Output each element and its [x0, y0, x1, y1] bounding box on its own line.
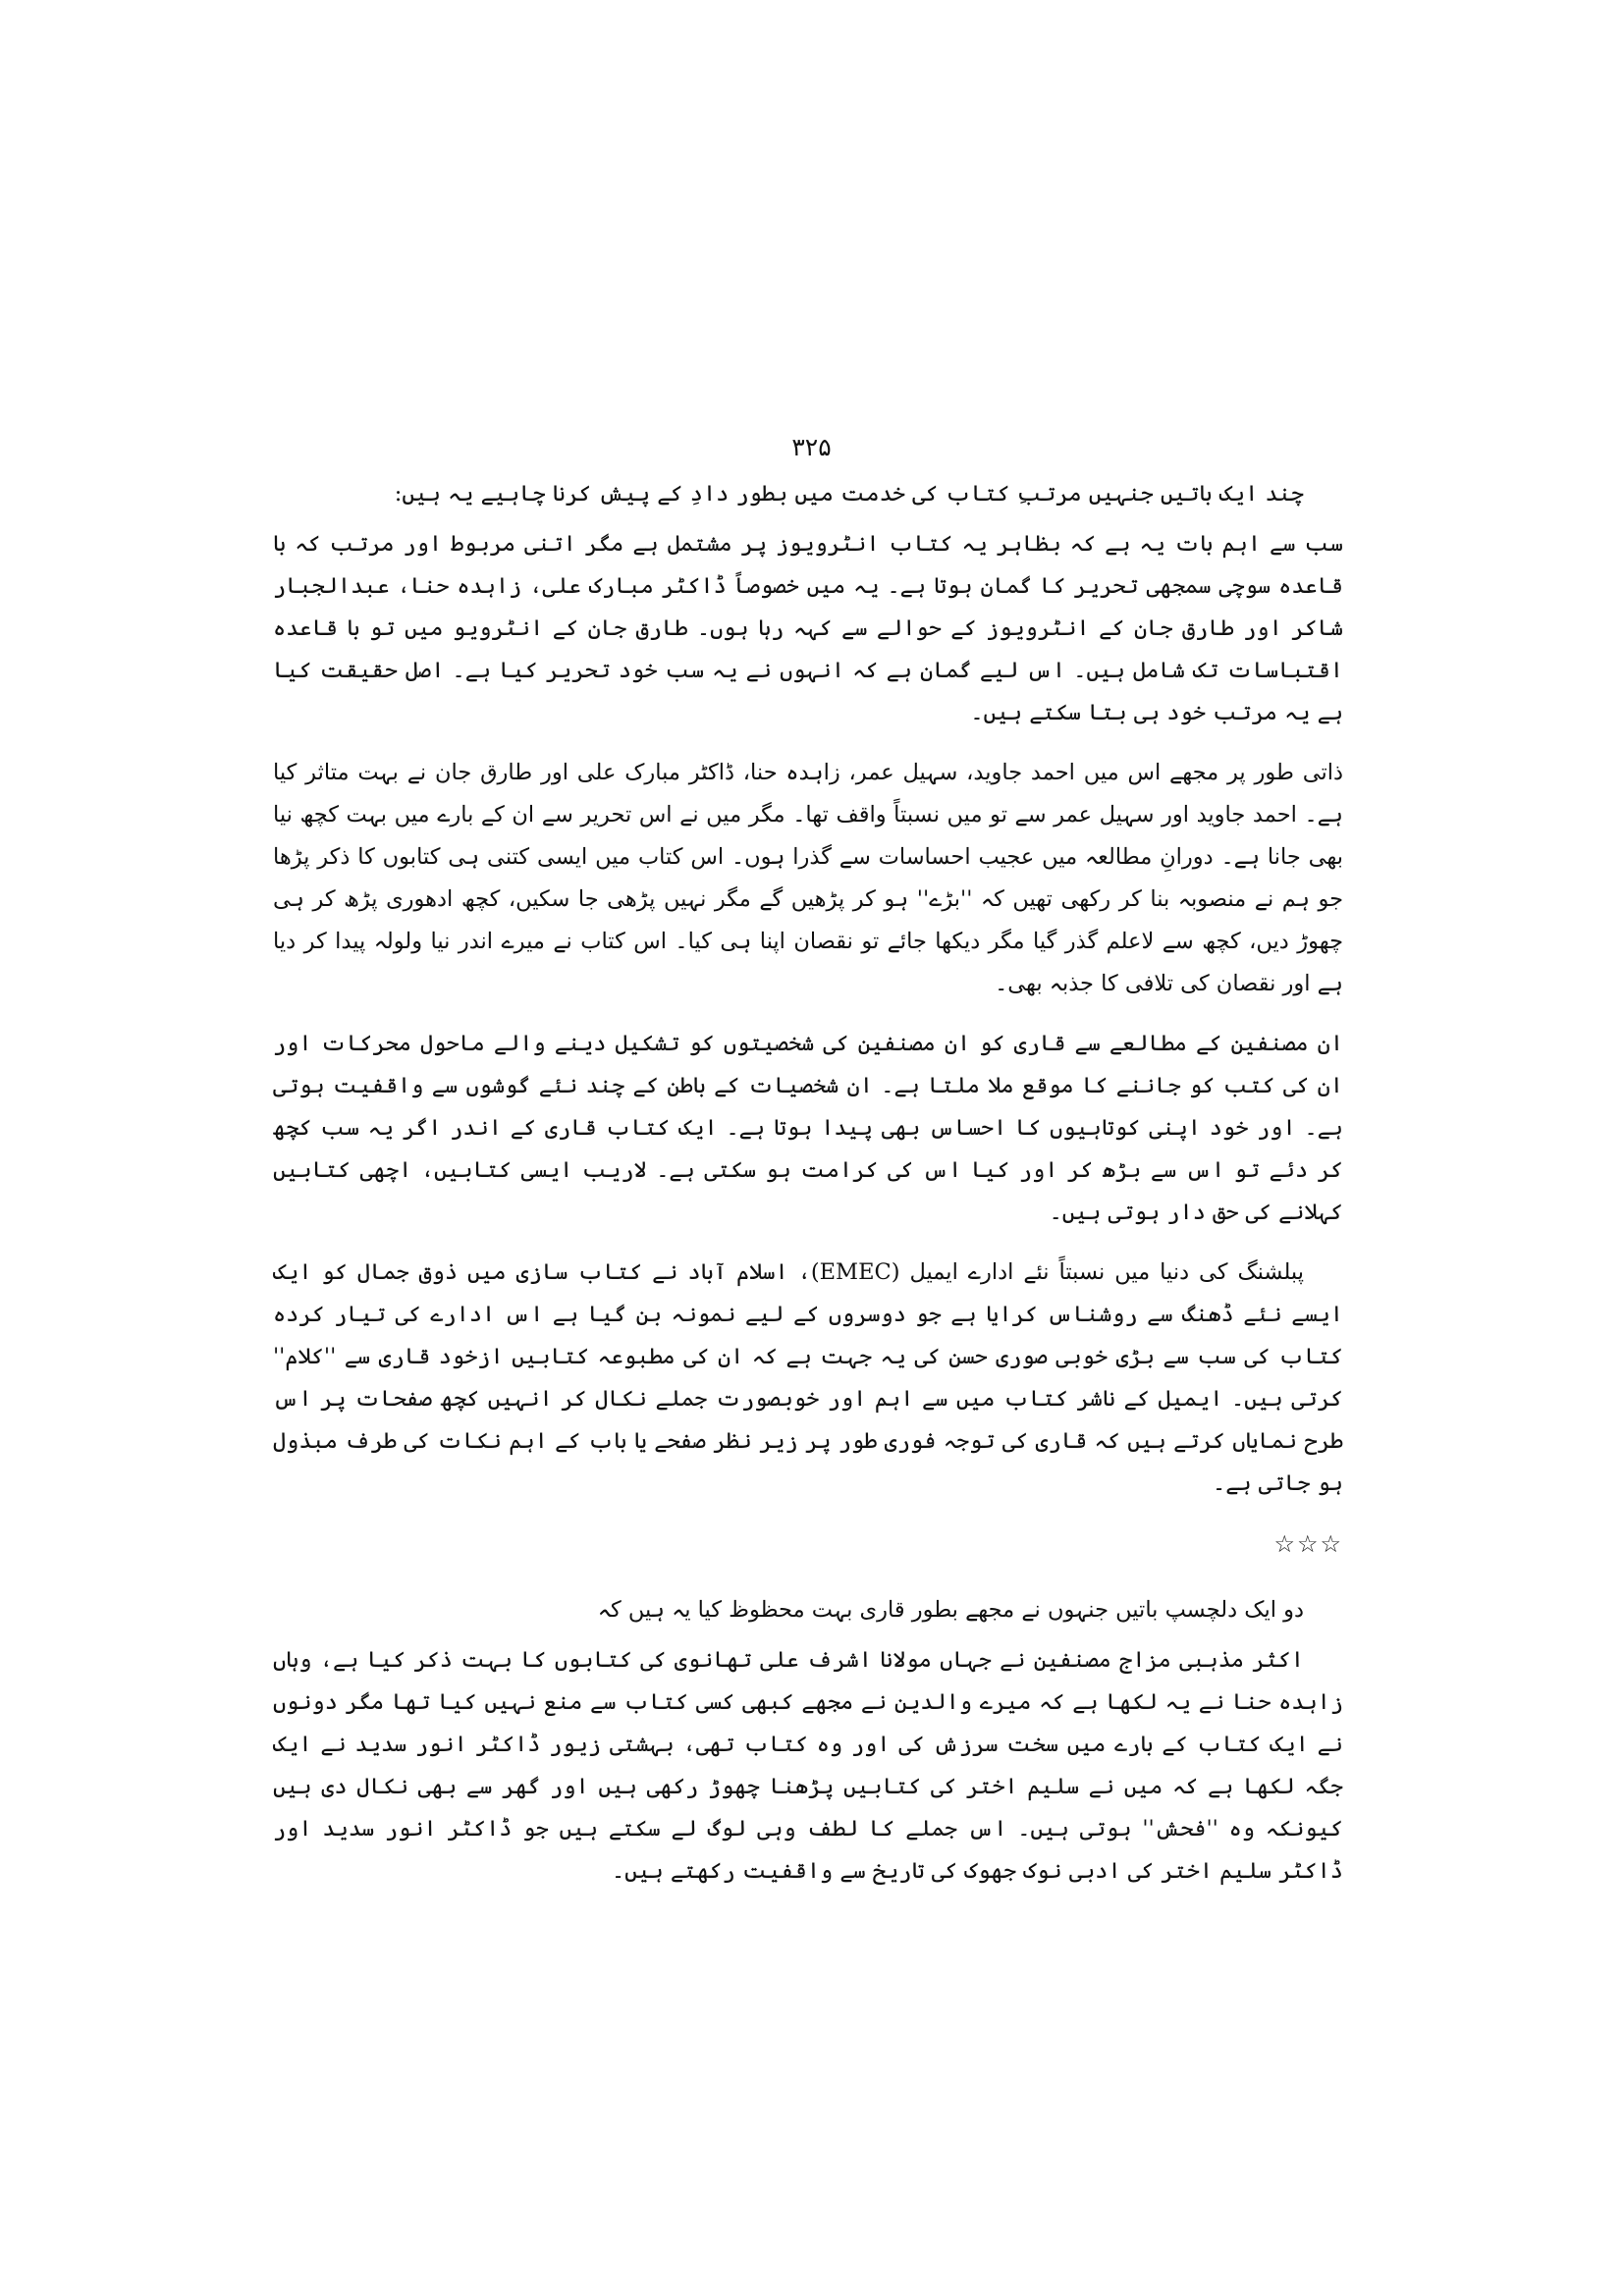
paragraph-publisher-emec: پبلشنگ کی دنیا میں نسبتاً نئے ادارے ایمیل (EMEC)، اسلام آباد نے کتاب سازی میں ذوق جمال کو ایک ایسے نئے ڈھنگ سے روشناس کرایا ہے جو دوسروں کے لیے نمونہ بن گیا ہے اس ادارے کی تیار کردہ کتاب کی سب سے بڑی خوبی صوری حسن کی یہ جہت ہے کہ ان کی مطبوعہ کتابیں ازخود قاری سے ''کلام'' کرتی ہیں۔ ایمیل کے ناشر کتاب میں سے اہم اور خوبصورت جملے نکال کر انہیں کچھ صفحات پر اس طرح نمایاں کرتے ہیں کہ قاری کی توجہ فوری طور پر زیر نظر صفحے یا باب کے اہم نکات کی طرف مبذول ہو جاتی ہے۔	[273, 1259, 1343, 1496]
section-separator-stars: ☆☆☆	[1273, 1530, 1343, 1558]
paragraph-reader-benefits: ان مصنفین کے مطالعے سے قاری کو ان مصنفین کی شخصیتوں کو تشکیل دینے والے ماحول محرکات اور ان کی کتب کو جاننے کا موقع ملا ملتا ہے۔ ان شخصیات کے باطن کے چند نئے گوشوں سے واقفیت ہوتی ہے۔ اور خود اپنی کوتاہیوں کا احساس بھی پیدا ہوتا ہے۔ ایک کتاب قاری کے اندر اگر یہ سب کچھ کر دئے تو اس سے بڑھ کر اور کیا اس کی کرامت ہو سکتی ہے۔ لاریب ایسی کتابیں، اچھی کتابیں کہلانے کی حق دار ہوتی ہیں۔	[273, 1031, 1343, 1225]
paragraph-interesting-points: دو ایک دلچسپ باتیں جنہوں نے مجھے بطور قاری بہت محظوظ کیا یہ ہیں کہ	[597, 1597, 1304, 1623]
page-body	[273, 473, 1343, 1910]
paragraph-anecdotes: اکثر مذہبی مزاج مصنفین نے جہاں مولانا اشرف علی تھانوی کی کتابوں کا بہت ذکر کیا ہے، وہاں زاہدہ حنا نے یہ لکھا ہے کہ میرے والدین نے مجھے کبھی کسی کتاب سے منع نہیں کیا تھا مگر دونوں نے ایک کتاب کے بارے میں سخت سرزش کی اور وہ کتاب تھی، بہشتی زیور ڈاکٹر انور سدید نے ایک جگہ لکھا ہے کہ میں نے سلیم اختر کی کتابیں پڑھنا چھوڑ رکھی ہیں اور گھر سے بھی نکال دی ہیں کیونکہ وہ ''فحش'' ہوتی ہیں۔ اس جملے کا لطف وہی لوگ لے سکتے ہیں جو ڈاکٹر انور سدید اور ڈاکٹر سلیم اختر کی ادبی نوک جھوک کی تاریخ سے واقفیت رکھتے ہیں۔	[273, 1647, 1343, 1884]
paragraph-compiled-interviews: سب سے اہم بات یہ ہے کہ بظاہر یہ کتاب انٹرویوز پر مشتمل ہے مگر اتنی مربوط اور مرتب کہ با قاعدہ سوچی سمجھی تحریر کا گمان ہوتا ہے۔ یہ میں خصوصاً ڈاکٹر مبارک علی، زاہدہ حنا، عبدالجبار شاکر اور طارق جان کے انٹرویوز کے حوالے سے کہہ رہا ہوں۔ طارق جان کے انٹرویو میں تو با قاعدہ اقتباسات تک شامل ہیں۔ اس لیے گمان ہے کہ انہوں نے یہ سب خود تحریر کیا ہے۔ اصل حقیقت کیا ہے یہ مرتب خود ہی بتا سکتے ہیں۔	[273, 531, 1343, 725]
page-number: ۳۲۵	[791, 433, 832, 461]
paragraph-personal-impressions: ذاتی طور پر مجھے اس میں احمد جاوید، سہیل عمر، زاہدہ حنا، ڈاکٹر مبارک علی اور طارق جان نے بہت متاثر کیا ہے۔ احمد جاوید اور سہیل عمر سے تو میں نسبتاً واقف تھا۔ مگر میں نے اس تحریر سے ان کے بارے میں بہت کچھ نیا بھی جانا ہے۔ دورانِ مطالعہ میں عجیب احساسات سے گذرا ہوں۔ اس کتاب میں ایسی کتنی ہی کتابوں کا ذکر پڑھا جو ہم نے منصوبہ بنا کر رکھی تھیں کہ ''بڑے'' ہو کر پڑھیں گے مگر نہیں پڑھی جا سکیں، کچھ ادھوری پڑھ کر ہی چھوڑ دیں، کچھ سے لاعلم گذر گیا مگر دیکھا جائے تو نقصان اپنا ہی کیا۔ اس کتاب نے میرے اندر نیا ولولہ پیدا کر دیا ہے اور نقصان کی تلافی کا جذبہ بھی۔	[273, 760, 1343, 996]
intro-paragraph: چند ایک باتیں جنہیں مرتبِ کتاب کی خدمت میں بطور دادِ کے پیش کرنا چاہیے یہ ہیں:	[394, 481, 1304, 507]
